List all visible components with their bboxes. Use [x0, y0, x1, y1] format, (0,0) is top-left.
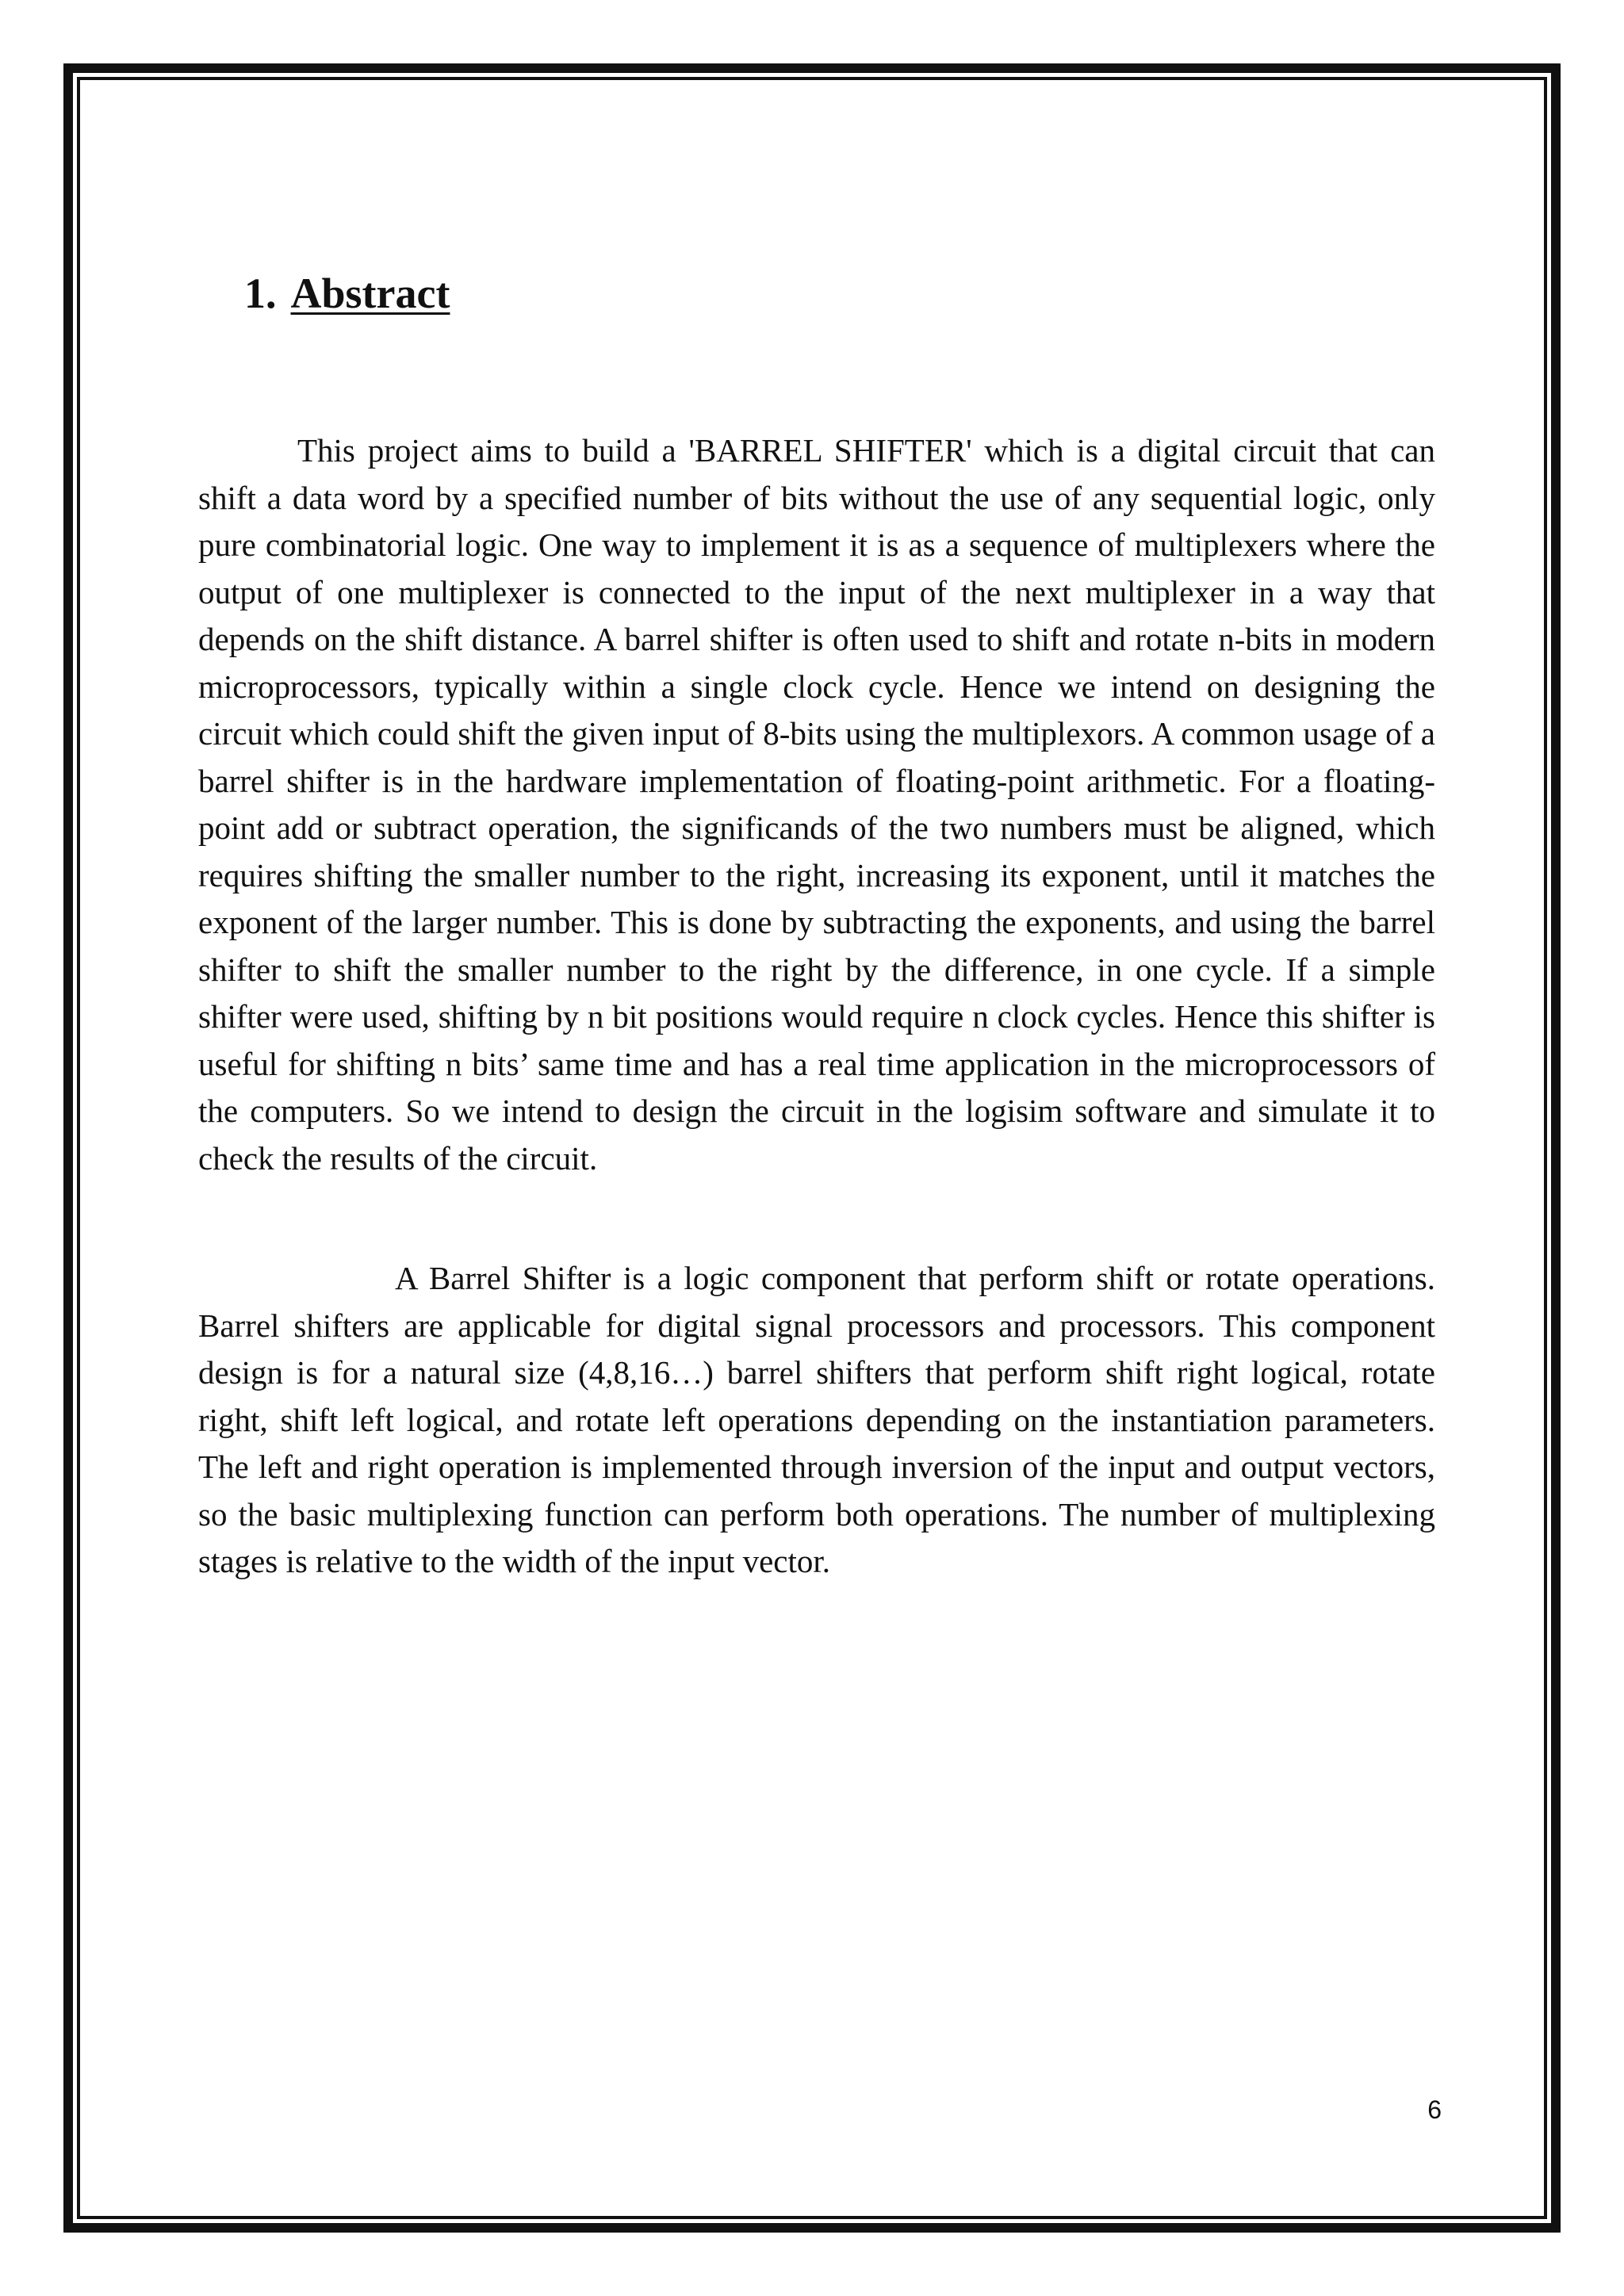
section-title: Abstract — [290, 270, 450, 317]
page-number: 6 — [1427, 2095, 1442, 2124]
section-heading — [244, 268, 450, 320]
section-number: 1. — [244, 270, 277, 317]
abstract-paragraph-2: A Barrel Shifter is a logic component that perform shift or rotate operations. Barrel shifters are applicable for digital signal processors and processors. This component design is for a natural size (4,8,16…) barrel shifters that perform shift right logical, rotate right, shift left logical, and rotate left operations depending on the instantiation parameters. The left and right operation is implemented through inversion of the input and output vectors, so the basic multiplexing function can perform both operations. The number of multiplexing stages is relative to the width of the input vector. — [198, 1260, 1435, 1579]
abstract-paragraph-1: This project aims to build a 'BARREL SHIFTER' which is a digital circuit that can shift a data word by a specified number of bits without the use of any sequential logic, only pure combinatorial logic. One way to implement it is as a sequence of multiplexers where the output of one multiplexer is connected to the input of the next multiplexer in a way that depends on the shift distance. A barrel shifter is often used to shift and rotate n-bits in modern microprocessors, typically within a single clock cycle. Hence we intend on designing the circuit which could shift the given input of 8-bits using the multiplexors. A common usage of a barrel shifter is in the hardware implementation of floating-point arithmetic. For a floating-point add or subtract operation, the significands of the two numbers must be aligned, which requires shifting the smaller number to the right, increasing its exponent, until it matches the exponent of the larger number. This is done by subtracting the exponents, and using the barrel shifter to shift the smaller number to the right by the difference, in one cycle. If a simple shifter were used, shifting by n bit positions would require n clock cycles. Hence this shifter is useful for shifting n bits’ same time and has a real time application in the microprocessors of the computers. So we intend to design the circuit in the logisim software and simulate it to check the results of the circuit. — [198, 432, 1435, 1177]
